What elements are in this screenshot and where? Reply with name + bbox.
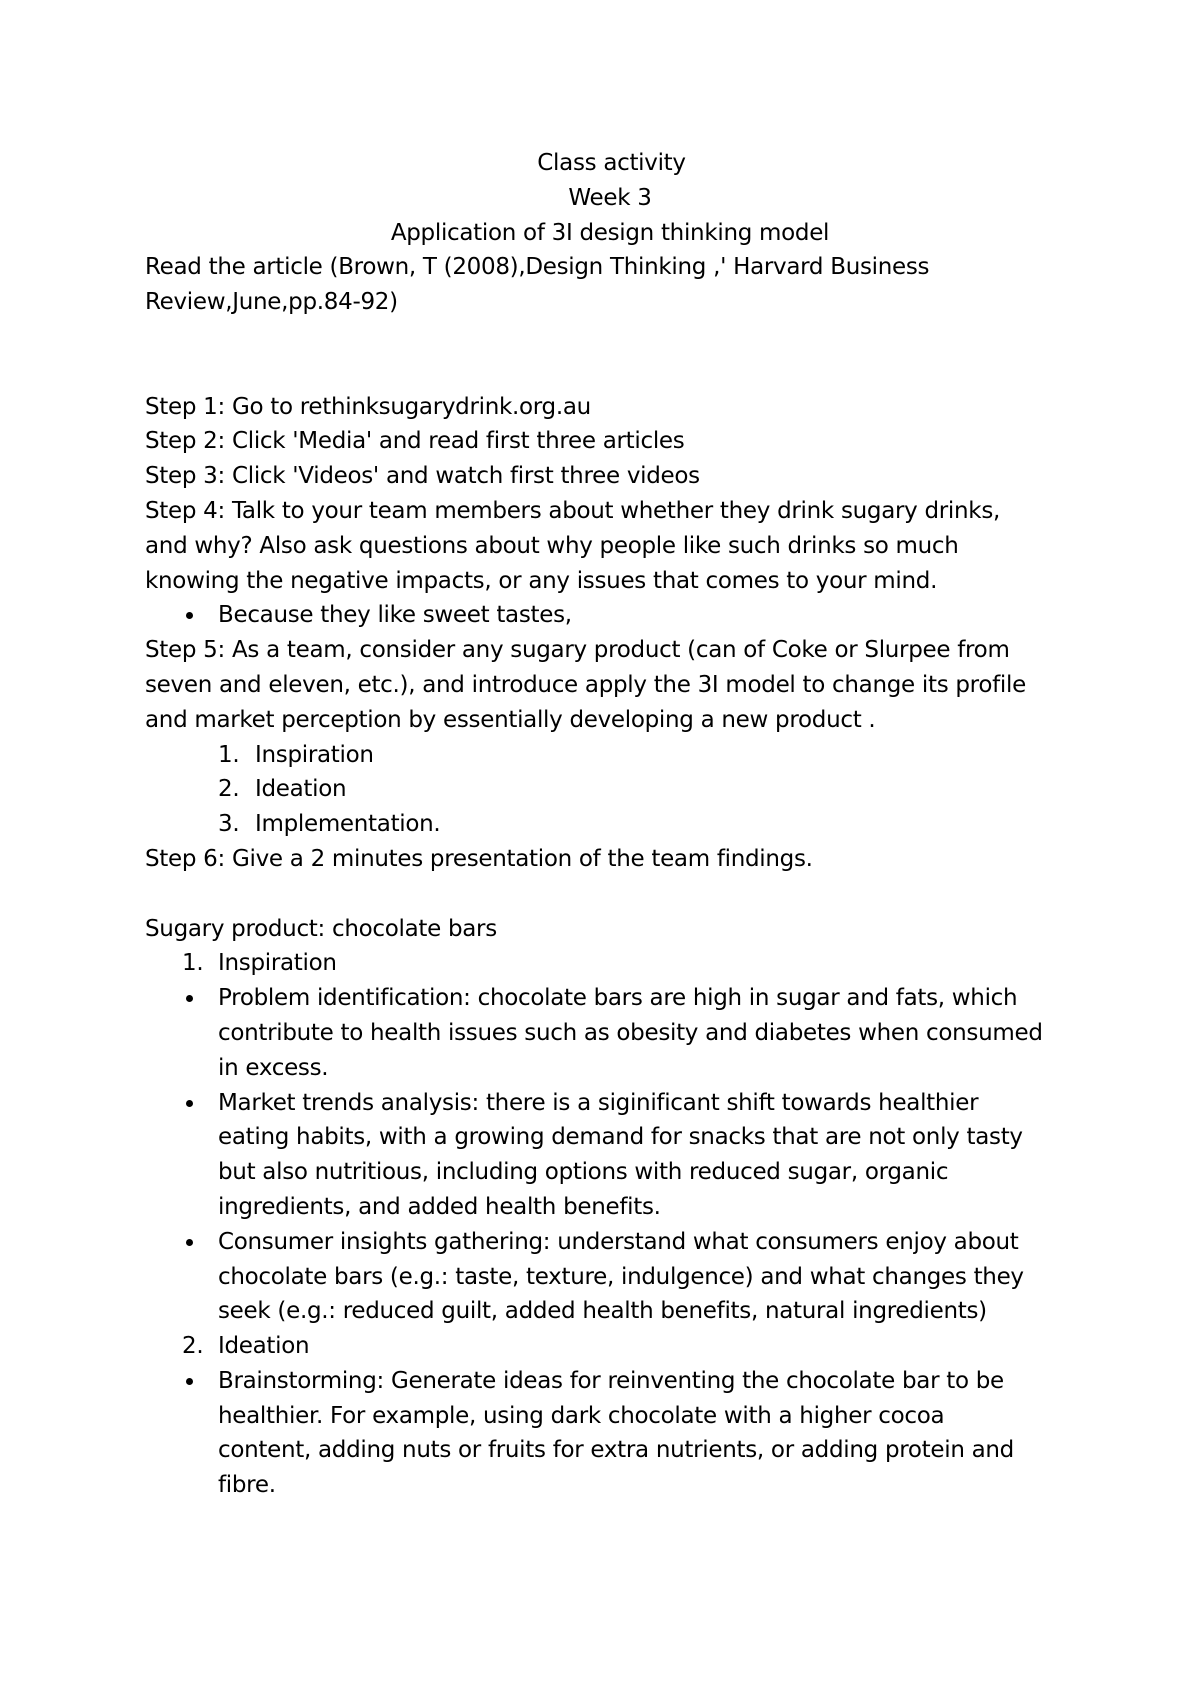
intro-line: Read the article (Brown, T (2008),Design Thinking ,' Harvard Business [145, 254, 930, 281]
bullet-line: content, adding nuts or fruits for extra nutrients, or adding protein and [218, 1437, 1014, 1464]
step-1: Step 1: Go to rethinksugarydrink.org.au [145, 393, 591, 420]
spacer [145, 877, 1075, 912]
section-heading [145, 1329, 1075, 1364]
step-4-line: knowing the negative impacts, or any issues that comes to your mind. [145, 567, 938, 594]
bullet-line: healthier. For example, using dark chocolate with a higher cocoa [218, 1402, 945, 1429]
document-body [145, 146, 1075, 1503]
step-3: Step 3: Click 'Videos' and watch first three videos [145, 463, 700, 490]
step-5-line: Step 5: As a team, consider any sugary product (can of Coke or Slurpee from [145, 637, 1010, 664]
list-number: 2. [218, 776, 240, 803]
bullet-line: Consumer insights gathering: understand what consumers enjoy about [218, 1228, 1019, 1255]
document-title: Class activity [537, 150, 686, 176]
section-label: Inspiration [218, 950, 337, 977]
list-item [145, 772, 1075, 807]
step-5-line: and market perception by essentially developing a new product . [145, 706, 876, 733]
bullet-item [145, 1086, 1075, 1225]
bullet-item [145, 1364, 1075, 1503]
step-6: Step 6: Give a 2 minutes presentation of the team findings. [145, 845, 813, 872]
bullet-line: but also nutritious, including options with reduced sugar, organic [218, 1159, 949, 1186]
bullet-line: chocolate bars (e.g.: taste, texture, indulgence) and what changes they [218, 1263, 1024, 1290]
list-number: 2. [182, 1333, 204, 1360]
bullet-line: ingredients, and added health benefits. [218, 1193, 661, 1220]
step-4-bullet: Because they like sweet tastes, [145, 598, 1075, 633]
list-label: Inspiration [255, 741, 374, 768]
list-label: Ideation [255, 776, 347, 803]
bullet-line: Problem identification: chocolate bars are high in sugar and fats, which [218, 985, 1018, 1012]
section-label: Ideation [218, 1333, 310, 1360]
list-item [145, 807, 1075, 842]
bullet-line: seek (e.g.: reduced guilt, added health benefits, natural ingredients) [218, 1298, 987, 1325]
step-2: Step 2: Click 'Media' and read first three articles [145, 428, 685, 455]
bullet-line: Brainstorming: Generate ideas for reinventing the chocolate bar to be [218, 1367, 1004, 1394]
bullet-item [145, 981, 1075, 1085]
bullet-item [145, 1225, 1075, 1329]
list-number: 1. [218, 741, 240, 768]
step-4-line: and why? Also ask questions about why people like such drinks so much [145, 532, 959, 559]
product-heading: Sugary product: chocolate bars [145, 915, 497, 942]
section-heading [145, 946, 1075, 981]
list-label: Implementation. [255, 811, 441, 838]
document-subtitle: Application of 3I design thinking model [390, 219, 830, 246]
bullet-line: contribute to health issues such as obesity and diabetes when consumed [218, 1019, 1043, 1046]
list-number: 3. [218, 811, 240, 838]
spacer [145, 320, 1075, 390]
step-5-line: seven and eleven, etc.), and introduce apply the 3I model to change its profile [145, 671, 1026, 698]
bullet-line: eating habits, with a growing demand for snacks that are not only tasty [218, 1124, 1023, 1151]
bullet-line: in excess. [218, 1054, 329, 1081]
intro-line: Review,June,pp.84-92) [145, 289, 398, 316]
bullet-line: fibre. [218, 1472, 276, 1499]
bullet-line: Market trends analysis: there is a siginificant shift towards healthier [218, 1089, 979, 1116]
document-week: Week 3 [568, 184, 652, 211]
step-4-line: Step 4: Talk to your team members about whether they drink sugary drinks, [145, 497, 1001, 524]
list-item [145, 738, 1075, 773]
list-number: 1. [182, 950, 204, 977]
